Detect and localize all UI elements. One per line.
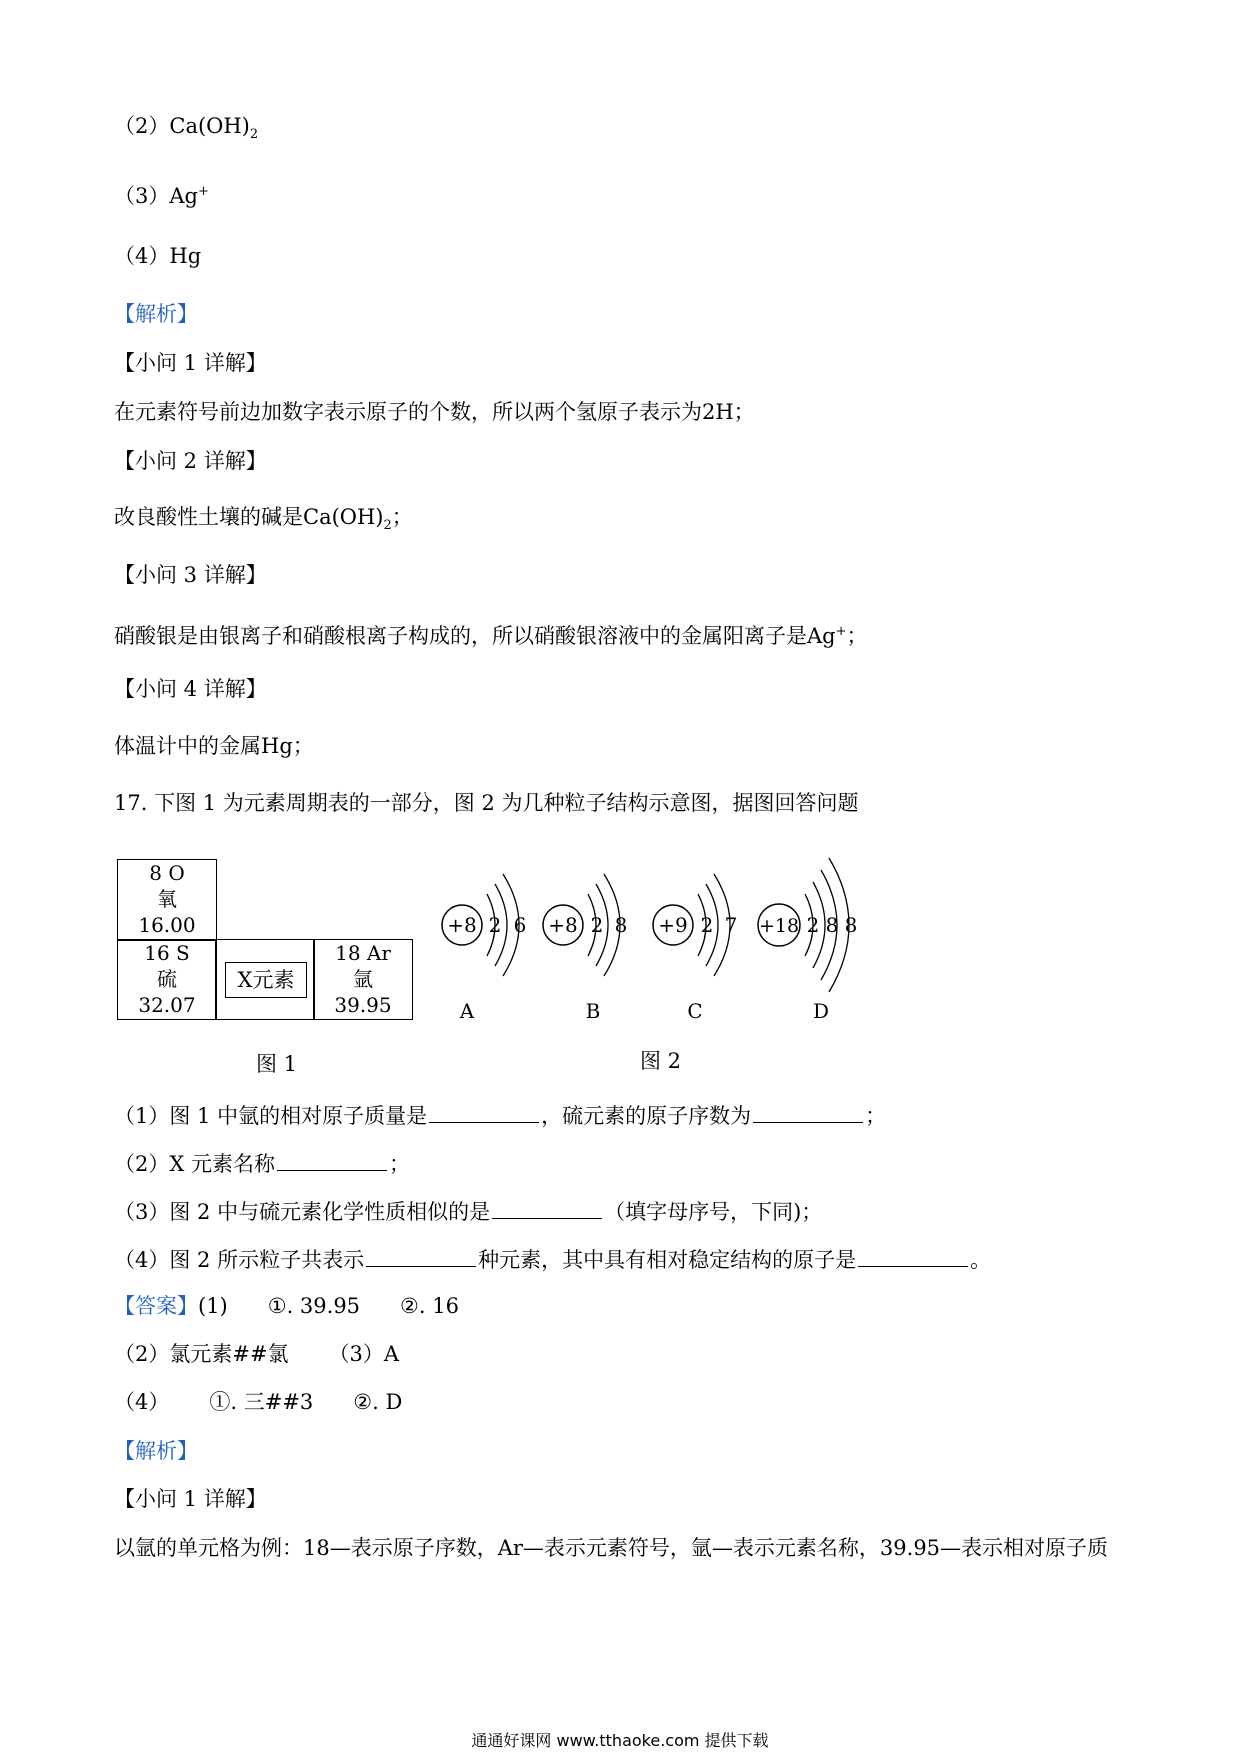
cell-mass: 32.07: [138, 993, 196, 1017]
item-number: （4）: [114, 244, 170, 268]
question-text: （1）图 1 中氩的相对原子质量是: [114, 1104, 428, 1128]
sub-question-3-heading: 【小问 3 详解】: [114, 563, 267, 587]
item-number: （3）: [114, 184, 170, 208]
question-text: （填字母序号，下同)；: [604, 1200, 823, 1224]
superscript: +: [835, 624, 847, 639]
answer-blank: [277, 1148, 387, 1171]
electron-count: 8: [614, 913, 628, 937]
figure-1-caption: 图 1: [256, 1052, 298, 1076]
question-text: （3）图 2 中与硫元素化学性质相似的是: [114, 1200, 491, 1224]
x-element-label: X元素: [225, 962, 307, 998]
punct: ；: [846, 624, 868, 648]
sub-question-4: [114, 1244, 991, 1274]
sub-question-2-body: [114, 503, 413, 540]
electron-count: 7: [724, 913, 738, 937]
punct: ；: [389, 1152, 410, 1176]
answer-blank: [858, 1244, 968, 1267]
electron-count: 6: [513, 913, 527, 937]
cell-name: 氩: [353, 967, 373, 991]
cell-name: 氧: [157, 887, 177, 911]
answer-line-1: [114, 1292, 459, 1320]
answer-line-2b: [114, 1340, 399, 1368]
periodic-table-figure: [117, 859, 413, 1020]
answer-line-3: [114, 178, 209, 210]
sub-question-1-body: 在元素符号前边加数字表示原子的个数，所以两个氢原子表示为2H；: [114, 400, 755, 424]
answer-value: ②. 16: [400, 1294, 459, 1318]
sub-question-4-heading: 【小问 4 详解】: [114, 677, 267, 701]
subscript: 2: [383, 518, 392, 534]
atom-structure-figure: [425, 848, 875, 1038]
sub-question-1: [114, 1100, 886, 1130]
atom-d: [758, 858, 857, 1023]
sub-question-1-heading: 【小问 1 详解】: [114, 351, 267, 375]
sub-question-1b-heading: 【小问 1 详解】: [114, 1487, 267, 1511]
atom-label: A: [459, 999, 475, 1023]
atom-label: C: [687, 999, 703, 1023]
sub-question-3: [114, 1196, 822, 1226]
answer-number: (1): [198, 1294, 228, 1318]
question-17: 17. 下图 1 为元素周期表的一部分，图 2 为几种粒子结构示意图，据图回答问题: [114, 791, 859, 815]
page-footer: 通通好课网 www.tthaoke.com 提供下载: [471, 1731, 769, 1750]
answer-line-4b: [114, 1388, 402, 1416]
superscript: +: [197, 184, 209, 199]
formula: Hg: [169, 244, 202, 268]
answer-blank: [753, 1100, 863, 1123]
answer-number: （4）: [114, 1390, 170, 1414]
cell-oxygen: [117, 859, 217, 941]
answer-blank: [492, 1196, 602, 1219]
analysis-tag-2: 【解析】: [114, 1439, 198, 1463]
atom-b: [543, 874, 627, 1023]
electron-count: 2: [590, 913, 604, 937]
sub-question-4-body: 体温计中的金属Hg；: [114, 734, 314, 758]
cell-top: 18 Ar: [335, 941, 391, 965]
formula: Ag: [169, 184, 198, 208]
figure-2-caption: 图 2: [640, 1049, 682, 1073]
electron-count: 8: [825, 913, 839, 937]
sub-question-2-heading: 【小问 2 详解】: [114, 449, 267, 473]
cell-name: 硫: [157, 967, 177, 991]
body-text: 改良酸性土壤的碱是Ca(OH): [114, 505, 384, 529]
question-text: （4）图 2 所示粒子共表示: [114, 1248, 365, 1272]
punct: ；: [391, 505, 413, 529]
nucleus-charge: +8: [447, 913, 477, 937]
answer-blank: [429, 1100, 539, 1123]
cell-argon: [313, 939, 413, 1020]
electron-count: 2: [700, 913, 714, 937]
sub-question-3-body: [114, 618, 868, 650]
question-text: （2）X 元素名称: [114, 1152, 275, 1176]
electron-count: 8: [844, 913, 858, 937]
answer-tag: 【答案】: [114, 1294, 198, 1318]
nucleus-charge: +8: [548, 913, 578, 937]
nucleus-charge: +9: [658, 913, 688, 937]
answer-value: （2）氯元素##氯: [114, 1342, 289, 1366]
item-number: （2）: [114, 114, 170, 138]
atom-label: B: [585, 999, 601, 1023]
atom-c: [653, 874, 737, 1023]
cell-sulfur: [117, 939, 217, 1020]
sub-question-2: [114, 1148, 410, 1178]
answer-value: ①. 三##3: [209, 1390, 314, 1414]
cell-mass: 16.00: [138, 913, 196, 937]
punct: ；: [865, 1104, 887, 1128]
answer-value: ①. 39.95: [267, 1294, 361, 1318]
answer-line-4: [114, 242, 201, 270]
nucleus-charge: +18: [758, 915, 800, 937]
atom-label: D: [812, 999, 830, 1023]
subscript: 2: [249, 127, 259, 143]
analysis-tag-1: 【解析】: [114, 302, 198, 326]
answer-value: ②. D: [353, 1390, 403, 1414]
body-text: 硝酸银是由银离子和硝酸根离子构成的，所以硝酸银溶液中的金属阳离子是Ag: [114, 624, 836, 648]
answer-blank: [366, 1244, 476, 1267]
atom-a: [442, 874, 526, 1023]
cell-top: 16 S: [144, 941, 190, 965]
cell-mass: 39.95: [334, 993, 392, 1017]
punct: 。: [970, 1248, 992, 1272]
electron-count: 2: [488, 913, 502, 937]
formula: Ca(OH): [169, 114, 250, 138]
answer-value: （3）A: [328, 1342, 400, 1366]
electron-count: 2: [806, 913, 820, 937]
question-text: 种元素，其中具有相对稳定结构的原子是: [478, 1248, 857, 1272]
answer-line-2: [114, 112, 258, 149]
question-text: ，硫元素的原子序数为: [541, 1104, 752, 1128]
last-line: 以氩的单元格为例：18—表示原子序数，Ar—表示元素符号，氩—表示元素名称，39.95—表示相对原子质: [114, 1536, 1109, 1560]
cell-top: 8 O: [149, 861, 185, 885]
